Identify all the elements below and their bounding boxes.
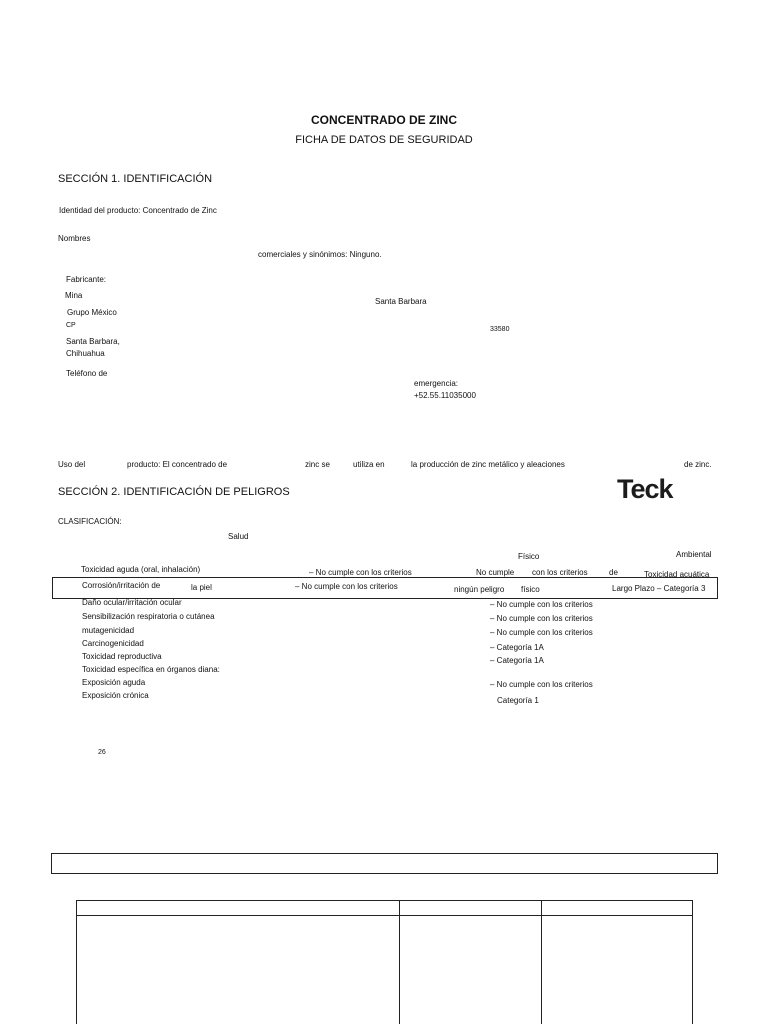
column-environmental: Ambiental <box>676 550 712 559</box>
empty-table <box>76 900 693 1024</box>
corrosion-environmental: Largo Plazo – Categoría 3 <box>612 584 706 593</box>
section2-heading: SECCIÓN 2. IDENTIFICACIÓN DE PELIGROS <box>58 486 290 498</box>
company-name: Grupo México <box>67 308 117 317</box>
corrosion-label-1: Corrosión/irritación de <box>82 581 161 590</box>
use-part-2: producto: El concentrado de <box>127 460 228 469</box>
row-label: Sensibilización respiratoria o cutánea <box>82 612 215 621</box>
cp-label: CP <box>66 322 76 329</box>
use-part-6: de zinc. <box>684 460 712 469</box>
empty-box <box>51 853 718 874</box>
use-part-3: zinc se <box>305 460 330 469</box>
mine-value: Santa Barbara <box>375 297 427 306</box>
corrosion-physical-2: físico <box>521 585 540 594</box>
manufacturer-label: Fabricante: <box>66 275 107 284</box>
row-label: mutagenicidad <box>82 626 135 635</box>
phone-number: +52.55.11035000 <box>414 391 476 400</box>
row-label: Carcinogenicidad <box>82 639 144 648</box>
names-label: Nombres <box>58 234 91 243</box>
corrosion-physical-1: ningún peligro <box>454 585 505 594</box>
phone-label: Teléfono de <box>66 369 108 378</box>
row-label: Toxicidad específica en órganos diana: <box>82 665 220 674</box>
corrosion-value: – No cumple con los criterios <box>295 582 398 591</box>
table-column-divider <box>541 901 542 1024</box>
column-physical: Físico <box>518 552 540 561</box>
footnote-number: 26 <box>98 749 106 756</box>
acute-toxicity-value: – No cumple con los criterios <box>309 568 412 577</box>
row-value: – No cumple con los criterios <box>490 600 593 609</box>
acute-physical-1: No cumple <box>476 568 515 577</box>
corrosion-label-2: la piel <box>191 583 212 592</box>
acute-physical-2: con los criterios <box>532 568 588 577</box>
mine-label: Mina <box>65 291 83 300</box>
row-label: Exposición aguda <box>82 678 146 687</box>
row-label: Daño ocular/irritación ocular <box>82 598 182 607</box>
city-line1: Santa Barbara, <box>66 337 120 346</box>
phone-emergency-label: emergencia: <box>414 379 459 388</box>
row-value: Categoría 1 <box>497 696 539 705</box>
acute-environmental: Toxicidad acuática <box>644 570 710 579</box>
acute-physical-3: de <box>609 568 618 577</box>
section1-heading: SECCIÓN 1. IDENTIFICACIÓN <box>58 173 213 185</box>
use-part-5: la producción de zinc metálico y aleaciones <box>411 460 565 469</box>
acute-toxicity-label: Toxicidad aguda (oral, inhalación) <box>81 565 201 574</box>
column-health: Salud <box>228 532 249 541</box>
row-label: Exposición crónica <box>82 691 149 700</box>
product-identity: Identidad del producto: Concentrado de Zinc <box>59 206 217 215</box>
city-line2: Chihuahua <box>66 349 105 358</box>
table-column-divider <box>399 901 400 1024</box>
row-value: – No cumple con los criterios <box>490 614 593 623</box>
names-value: comerciales y sinónimos: Ninguno. <box>258 250 382 259</box>
classification-label: CLASIFICACIÓN: <box>58 517 122 526</box>
document-title: CONCENTRADO DE ZINC <box>311 113 457 127</box>
row-value: – Categoría 1A <box>490 643 544 652</box>
teck-logo: Teck <box>617 474 673 504</box>
row-value: – Categoría 1A <box>490 656 544 665</box>
use-part-4: utiliza en <box>353 460 385 469</box>
row-value: – No cumple con los criterios <box>490 628 593 637</box>
table-header-rule <box>77 915 692 916</box>
document-subtitle: FICHA DE DATOS DE SEGURIDAD <box>295 134 473 146</box>
row-value: – No cumple con los criterios <box>490 680 593 689</box>
use-part-1: Uso del <box>58 460 86 469</box>
row-label: Toxicidad reproductiva <box>82 652 162 661</box>
cp-value: 33580 <box>490 326 510 333</box>
